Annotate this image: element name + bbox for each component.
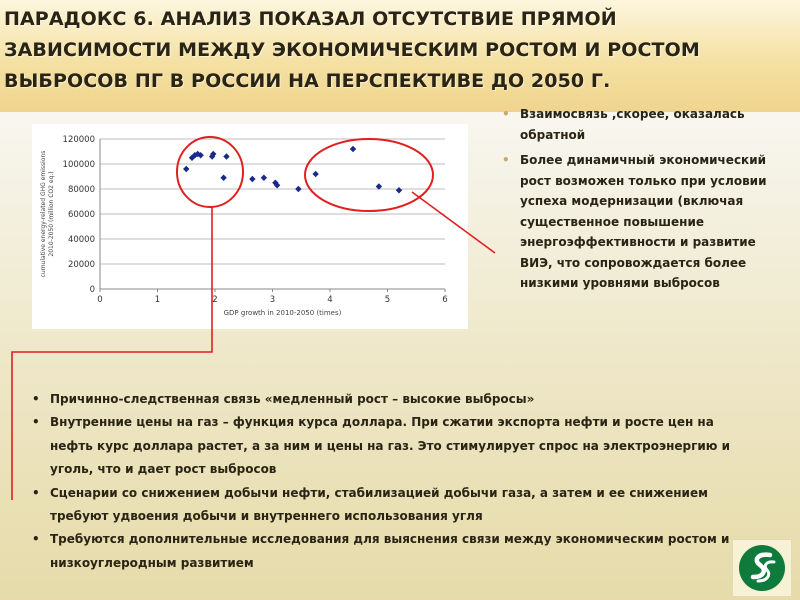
bottom-bullet: • Требуются дополнительные исследования для выяснения связи между экономическим ростом и низкоуглеродным развитием — [30, 528, 750, 575]
y-tick-label: 0 — [89, 285, 95, 295]
chart-svg — [32, 124, 468, 329]
data-point — [249, 176, 255, 182]
data-point — [183, 166, 189, 172]
x-tick-label: 6 — [442, 295, 448, 305]
y-tick-label: 120000 — [62, 135, 95, 145]
y-axis-label: cumulative energy-related GHG emissions2010-2050 (million CO2 eq.) — [40, 150, 55, 278]
x-tick-label: 4 — [327, 295, 333, 305]
y-tick-label: 40000 — [67, 235, 95, 245]
y-tick-label: 80000 — [67, 185, 95, 195]
right-bullet: • Более динамичный экономический рост возможен только при условии успеха модернизации (включая существенное повышение энергоэффективности и развитие ВИЭ, что сопровождается более низкими уровнями выбросов — [500, 150, 790, 294]
x-tick-label: 5 — [384, 295, 391, 305]
slide-title: ПАРАДОКС 6. АНАЛИЗ ПОКАЗАЛ ОТСУТСТВИЕ ПРЯМОЙ ЗАВИСИМОСТИ МЕЖДУ ЭКОНОМИЧЕСКИМ РОСТОМ И РОСТОМ ВЫБРОСОВ ПГ В РОССИИ НА ПЕРСПЕКТИВЕ ДО 2050 Г. — [4, 8, 700, 92]
right-bullet-list — [500, 104, 790, 299]
y-tick-label: 20000 — [67, 260, 95, 270]
right-bullet: • Взаимосвязь ,скорее, оказалась обратной — [500, 104, 790, 145]
data-point — [312, 171, 318, 177]
x-tick-label: 0 — [97, 295, 103, 305]
scatter-chart — [32, 124, 468, 329]
x-tick-label: 2 — [212, 295, 218, 305]
logo — [732, 539, 792, 597]
bottom-bullet-list — [30, 388, 750, 575]
data-point — [223, 153, 229, 159]
data-point — [396, 187, 402, 193]
x-axis-label: GDP growth in 2010-2050 (times) — [223, 309, 342, 317]
bottom-bullet: • Сценарии со снижением добычи нефти, стабилизацией добычи газа, а затем и ее снижением требуют удвоения добычи и внутреннего использования угля — [30, 482, 750, 529]
data-point — [350, 146, 356, 152]
x-tick-label: 3 — [269, 295, 276, 305]
data-point — [261, 175, 267, 181]
y-tick-label: 100000 — [62, 160, 95, 170]
y-tick-label: 60000 — [67, 210, 95, 220]
bottom-bullet: • Внутренние цены на газ – функция курса доллара. При сжатии экспорта нефти и росте цен на нефть курс доллара растет, а за ним и цены на газ. Это стимулирует спрос на электроэнергию и уголь, что и дает рост выбросов — [30, 411, 750, 481]
data-point — [295, 186, 301, 192]
x-tick-label: 1 — [154, 295, 161, 305]
bottom-bullet: • Причинно-следственная связь «медленный рост – высокие выбросы» — [30, 388, 750, 411]
ss-logo-icon — [733, 540, 791, 596]
data-point — [220, 175, 226, 181]
